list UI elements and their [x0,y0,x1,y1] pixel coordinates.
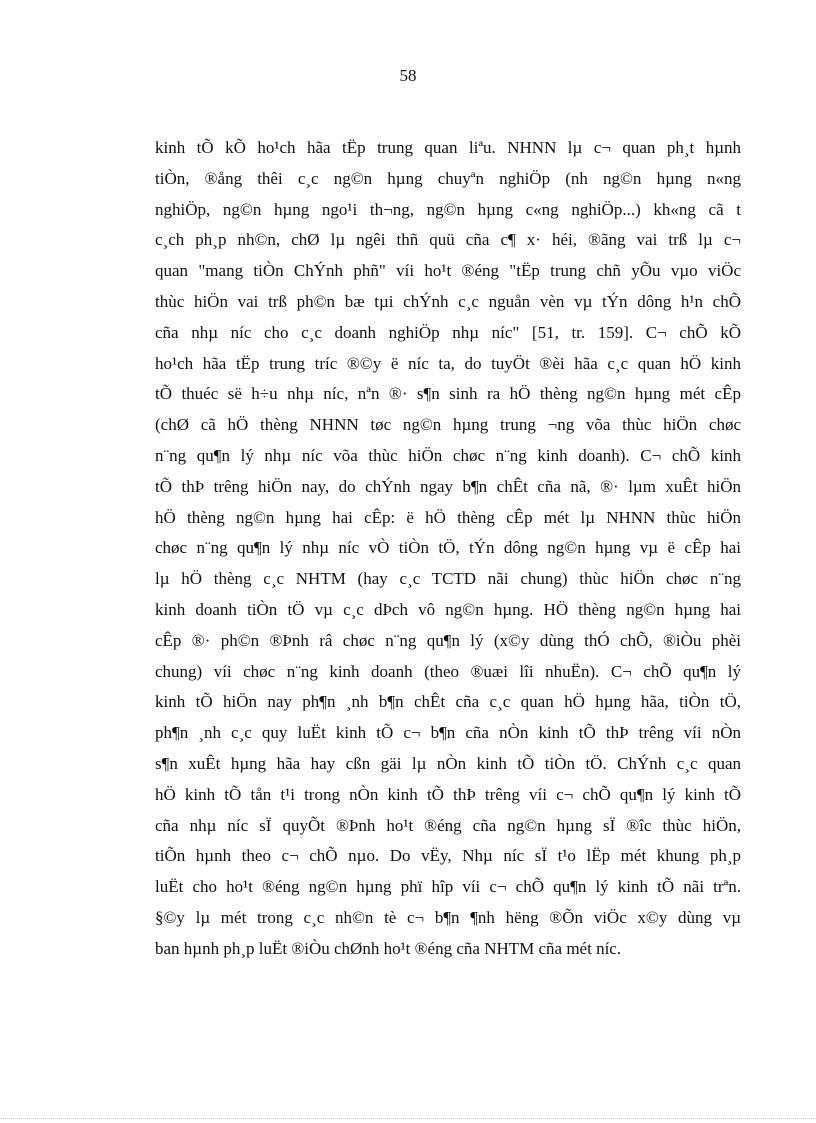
text-line: kinh tÕ hiÖn nay ph¶n ¸nh b¶n chÊt cña c¸c quan hÖ hµng hãa, tiÒn tÖ, [155,692,741,712]
text-line: tÕ thÞ trêng hiÖn nay, do chÝnh ngay b¶n chÊt cña nã, ®· lµm xuÊt hiÖn [155,476,741,496]
text-line: kinh doanh tiÒn tÖ vµ c¸c dÞch vô ng©n hµng. HÖ thèng ng©n hµng hai [155,599,741,619]
text-line: cÊp ®· ph©n ®Þnh râ chøc n¨ng qu¶n lý (x©y dùng thÓ chÕ, ®iÒu phèi [155,630,741,650]
text-line: s¶n xuÊt hµng hãa hay cßn gäi lµ nÒn kinh tÕ tiÒn tÖ. ChÝnh c¸c quan [155,753,741,773]
text-line: tiÒn, ®ång thêi c¸c ng©n hµng chuyªn nghiÖp (nh ng©n hµng n«ng [155,168,741,188]
text-line: luËt cho ho¹t ®éng ng©n hµng phï hîp víi c¬ chÕ qu¶n lý kinh tÕ nãi trªn. [155,877,741,897]
text-line: c¸ch ph¸p nh©n, chØ lµ ngêi thñ quü cña c¶ x· héi, ®ãng vai trß lµ c¬ [155,230,741,250]
text-line: cña nhµ níc cho c¸c doanh nghiÖp nhµ níc" [51, tr. 159]. C¬ chÕ kÕ [155,322,741,342]
text-line: chøc n¨ng qu¶n lý nhµ níc vÒ tiÒn tÖ, tÝn dông ng©n hµng vµ ë cÊp hai [155,538,741,558]
text-line: lµ hÖ thèng c¸c NHTM (hay c¸c TCTD nãi chung) thùc hiÖn chøc n¨ng [155,569,741,589]
body-paragraph [155,133,741,965]
text-line: (chØ cã hÖ thèng NHNN tøc ng©n hµng trung ¬ng võa thùc hiÖn chøc [155,415,741,435]
text-line: chung) víi chøc n¨ng kinh doanh (theo ®uæi lîi nhuËn). C¬ chÕ qu¶n lý [155,661,741,681]
text-line: quan "mang tiÒn ChÝnh phñ" víi ho¹t ®éng "tËp trung chñ yÕu vµo viÖc [155,261,741,281]
text-line: ph¶n ¸nh c¸c quy luËt kinh tÕ c¬ b¶n cña nÒn kinh tÕ thÞ trêng víi nÒn [155,723,741,743]
text-line: §©y lµ mét trong c¸c nh©n tè c¬ b¶n ¶nh hëng ®Õn viÖc x©y dùng vµ [155,907,741,927]
text-line: thùc hiÖn vai trß ph©n bæ tµi chÝnh c¸c nguån vèn vµ tÝn dông h¹n chÕ [155,291,741,311]
text-line: hÖ kinh tÕ tån t¹i trong nÒn kinh tÕ thÞ trêng víi c¬ chÕ qu¶n lý kinh tÕ [155,784,741,804]
text-line: ho¹ch hãa tËp trung tríc ®©y ë níc ta, do tuyÖt ®èi hãa c¸c quan hÖ kinh [155,353,741,373]
text-line: n¨ng qu¶n lý nhµ níc võa thùc hiÖn chøc n¨ng kinh doanh). C¬ chÕ kinh [155,445,741,465]
text-line: nghiÖp, ng©n hµng ngo¹i th¬ng, ng©n hµng c«ng nghiÖp...) kh«ng cã t [155,199,741,219]
page-number: 58 [399,66,417,85]
text-line: hÖ thèng ng©n hµng hai cÊp: ë hÖ thèng cÊp mét lµ NHNN thùc hiÖn [155,507,741,527]
page-bottom-divider [0,1118,816,1119]
text-line: ban hµnh ph¸p luËt ®iÒu chØnh ho¹t ®éng cña NHTM cña mét níc. [155,938,622,958]
text-line: tÕ thuéc së h÷u nhµ níc, nªn ®· s¶n sinh ra hÖ thèng ng©n hµng mét cÊp [155,384,741,404]
text-line: kinh tÕ kÕ ho¹ch hãa tËp trung quan liªu. NHNN lµ c¬ quan ph¸t hµnh [155,138,741,157]
text-line: tiÕn hµnh theo c¬ chÕ nµo. Do vËy, Nhµ níc sÏ t¹o lËp mét khung ph¸p [155,846,741,866]
text-line: cña nhµ níc sÏ quyÕt ®Þnh ho¹t ®éng cña ng©n hµng sÏ ®îc thùc hiÖn, [155,815,741,835]
